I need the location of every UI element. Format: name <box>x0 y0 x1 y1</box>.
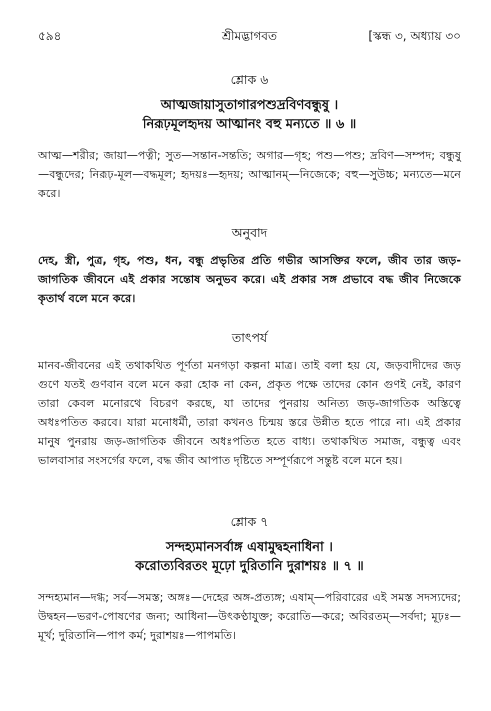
verse-7-synonyms: সন্দহ্যমান—দগ্ধ; সর্ব—সমস্ত; অঙ্গঃ—দেহের অঙ্গ-প্রত্যঙ্গ; এষাম্—পরিবারের এই সমস্ত সদস্যদের; উদ্বহন—ভরণ-পোষণের জন্য; আধিনা—উৎকণ্ঠাযুক্ত; করোতি—করে; অবিরতম্—সর্বদা; মূঢ়ঃ—মূর্খ; দুরিতানি—পাপ কর্ম; দুরাশয়ঃ—পাপমতি। <box>38 591 461 642</box>
verse-7-line-2: করোত্যবিরতং মূঢ়ো দুরিতানি দুরাশয়ঃ ॥ ৭ ॥ <box>135 559 364 574</box>
verse-6-label: শ্লোক ৬ <box>230 72 269 87</box>
verse-6-synonyms: আত্ম—শরীর; জায়া—পত্নী; সুত—সন্তান-সন্ততি; অগার—গৃহ; পশু—পশু; দ্রবিণ—সম্পদ; বন্ধুষু—বন্ধুদের; নিরূঢ়-মূল—বদ্ধমূল; হৃদয়ঃ—হৃদয়; আত্মানম্—নিজেকে; বহু—সুউচ্চ; মন্যতে—মনে করে। <box>38 149 461 200</box>
book-title: শ্রীমদ্ভাগবত <box>221 29 277 43</box>
verse-6-purport: মানব-জীবনের এই তথাকথিত পূর্ণতা মনগড়া কল্পনা মাত্র। তাই বলা হয় যে, জড়বাদীদের জড় গুণে যতই গুণবান বলে মনে করা হোক না কেন, প্রকৃত পক্ষে তাদের কোন গুণই নেই, কারণ তারা কেবল মনোরথে বিচরণ করছে, যা তাদের পুনরায় অনিত্য জড়-জাগতিক অস্তিত্বে অধঃপতিত করবে। যারা মনোধর্মী, তারা কখনও চিন্ময় স্তরে উন্নীত হতে পারে না। এই প্রকার মানুষ পুনরায় জড়-জাগতিক জীবনে অধঃপতিত হতে বাধ্য। তথাকথিত সমাজ, বন্ধুত্ব এবং ভালবাসার সংসর্গের ফলে, বদ্ধ জীব আপাত দৃষ্টিতে সম্পূর্ণরূপে সন্তুষ্ট বলে মনে হয়। <box>38 359 461 467</box>
verse-7-label: শ্লোক ৭ <box>230 514 269 529</box>
verse-6-line-2: নিরূঢ়মূলহৃদয় আত্মানং বহু মন্যতে ॥ ৬ ॥ <box>142 117 357 132</box>
verse-6-line-1: আত্মজায়াসুতাগারপশুদ্রবিণবন্ধুষু । <box>160 98 339 113</box>
translation-heading: অনুবাদ <box>231 225 268 240</box>
verse-7-line-1: সন্দহ্যমানসর্বাঙ্গ এষামুদ্বহনাধিনা । <box>166 540 333 555</box>
verse-6-translation: দেহ, স্ত্রী, পুত্র, গৃহ, পশু, ধন, বন্ধু প্রভৃতির প্রতি গভীর আসক্তির ফলে, জীব তার জড়-জাগতিক জীবনে এই প্রকার সন্তোষ অনুভব করে। এই প্রকার সঙ্গ প্রভাবে বদ্ধ জীব নিজেকে কৃতার্থ বলে মনে করে। <box>38 254 461 305</box>
canto-chapter-reference: [স্কন্ধ ৩, অধ্যায় ৩০ <box>368 29 461 43</box>
running-header <box>38 28 461 46</box>
purport-heading: তাৎপর্য <box>231 330 268 345</box>
page-number: ৫৯৪ <box>38 29 62 43</box>
